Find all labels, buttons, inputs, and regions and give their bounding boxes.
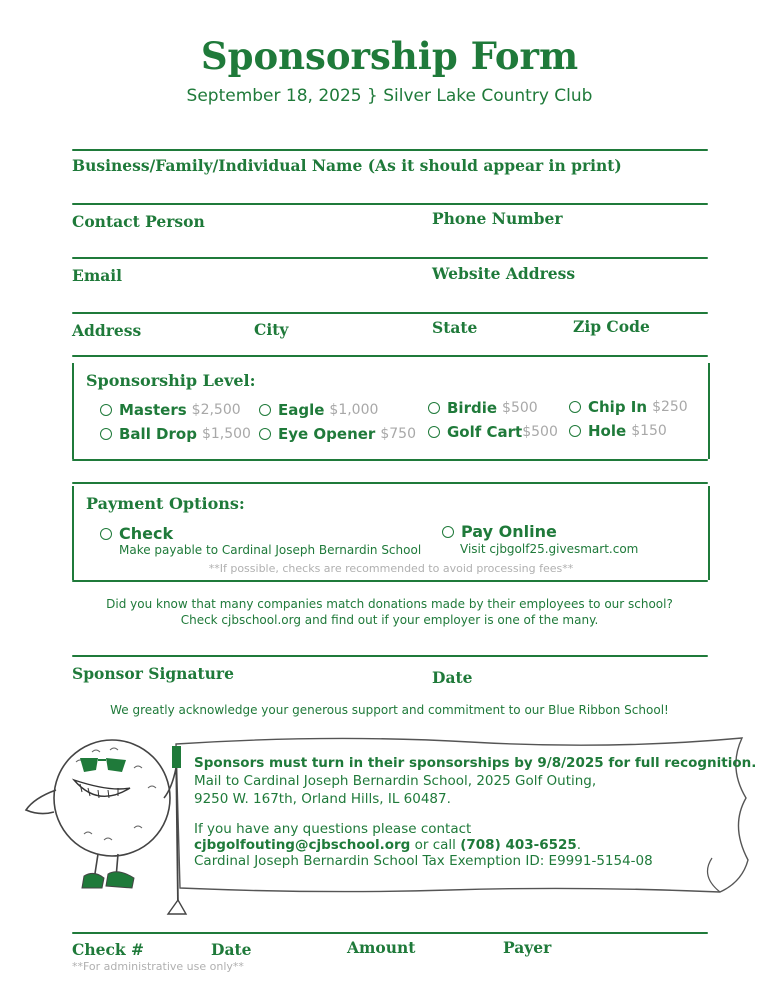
sponsorship-title: Sponsorship Level:	[86, 371, 256, 390]
contact-person-label: Contact Person	[72, 212, 205, 231]
admin-payer-label: Payer	[503, 938, 552, 957]
rule-business[interactable]	[72, 203, 708, 205]
rule-payment-top	[72, 482, 708, 484]
event-subtitle: September 18, 2025 } Silver Lake Country Club	[186, 86, 593, 106]
golf-ball-mascot-icon	[14, 728, 214, 928]
option-eye-opener[interactable]: Eye Opener $750	[259, 425, 416, 443]
radio-circle-icon[interactable]	[100, 528, 112, 540]
questions-text: If you have any questions please contact	[194, 821, 472, 837]
radio-circle-icon[interactable]	[569, 401, 581, 413]
option-ball-drop[interactable]: Ball Drop $1,500	[100, 425, 251, 443]
business-name-label: Business/Family/Individual Name (As it should appear in print)	[72, 156, 622, 175]
radio-circle-icon[interactable]	[569, 425, 581, 437]
zip-code-label: Zip Code	[573, 317, 650, 336]
admin-check-number-label: Check #	[72, 940, 145, 959]
state-label: State	[432, 318, 478, 337]
match-line-1: Did you know that many companies match donations made by their employees to our school?	[106, 597, 673, 611]
rule-admin	[72, 932, 708, 934]
signature-date-label: Date	[432, 668, 473, 687]
mail-line-2: 9250 W. 167th, Orland Hills, IL 60487.	[194, 791, 451, 807]
rule-email[interactable]	[72, 312, 708, 314]
website-label: Website Address	[432, 264, 576, 283]
rule-signature[interactable]	[72, 655, 708, 657]
sponsorship-box	[72, 363, 710, 459]
mail-line-1: Mail to Cardinal Joseph Bernardin School, 2025 Golf Outing,	[194, 773, 597, 789]
tax-id-text: Cardinal Joseph Bernardin School Tax Exemption ID: E9991-5154-08	[194, 853, 653, 869]
option-birdie[interactable]: Birdie $500	[428, 399, 538, 417]
deadline-text: Sponsors must turn in their sponsorships by 9/8/2025 for full recognition.	[194, 755, 757, 771]
online-note: Visit cjbgolf25.givesmart.com	[460, 542, 639, 556]
match-line-2: Check cjbschool.org and find out if your employer is one of the many.	[180, 613, 599, 627]
radio-circle-icon[interactable]	[100, 404, 112, 416]
rule-top	[72, 149, 708, 151]
admin-amount-label: Amount	[347, 938, 416, 957]
radio-circle-icon[interactable]	[259, 428, 271, 440]
option-hole[interactable]: Hole $150	[569, 422, 667, 440]
radio-circle-icon[interactable]	[442, 526, 454, 538]
check-note: Make payable to Cardinal Joseph Bernardin School	[119, 543, 422, 557]
rule-payment-bottom	[72, 580, 708, 582]
option-chip-in[interactable]: Chip In $250	[569, 398, 688, 416]
sponsor-signature-label: Sponsor Signature	[72, 664, 234, 683]
radio-circle-icon[interactable]	[428, 426, 440, 438]
radio-circle-icon[interactable]	[100, 428, 112, 440]
admin-date-label: Date	[211, 940, 252, 959]
city-label: City	[254, 320, 289, 339]
contact-email-link[interactable]: cjbgolfouting@cjbschool.org	[194, 837, 411, 853]
payment-title: Payment Options:	[86, 494, 245, 513]
admin-note: **For administrative use only**	[72, 960, 244, 973]
rule-sponsorship-bottom	[72, 459, 708, 461]
contact-phone[interactable]: (708) 403-6525	[460, 837, 577, 853]
phone-number-label: Phone Number	[432, 209, 563, 228]
rule-contact[interactable]	[72, 257, 708, 259]
radio-circle-icon[interactable]	[428, 402, 440, 414]
page-title: Sponsorship Form	[200, 34, 579, 78]
rule-sponsorship-top[interactable]	[72, 355, 708, 357]
option-eagle[interactable]: Eagle $1,000	[259, 401, 378, 419]
option-check[interactable]: Check	[100, 524, 173, 543]
email-label: Email	[72, 266, 123, 285]
option-golf-cart[interactable]: Golf Cart $500	[428, 423, 558, 441]
address-label: Address	[72, 321, 142, 340]
acknowledge-text: We greatly acknowledge your generous support and commitment to our Blue Ribbon School!	[110, 703, 669, 717]
payment-footnote: **If possible, checks are recommended to avoid processing fees**	[208, 562, 574, 575]
option-pay-online[interactable]: Pay Online	[442, 522, 557, 541]
payment-box	[72, 486, 710, 580]
radio-circle-icon[interactable]	[259, 404, 271, 416]
contact-line: cjbgolfouting@cjbschool.org or call (708) 403-6525.	[194, 837, 582, 853]
option-masters[interactable]: Masters $2,500	[100, 401, 241, 419]
